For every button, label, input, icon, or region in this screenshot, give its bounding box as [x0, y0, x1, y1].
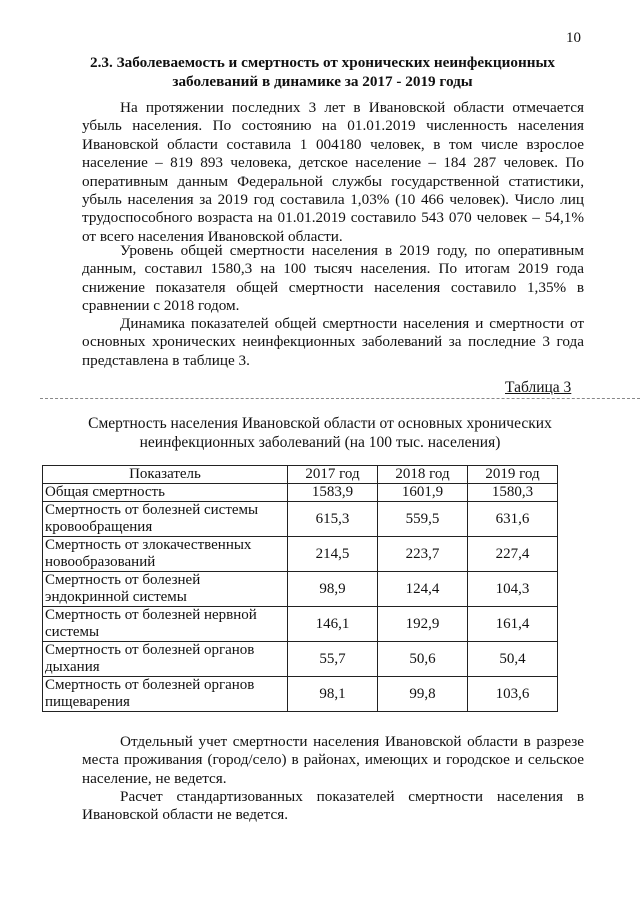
value-cell: 50,4 [468, 642, 558, 677]
indicator-cell: Смертность от болезней системы кровообращения [43, 502, 288, 537]
value-cell: 98,1 [288, 677, 378, 712]
header-2019: 2019 год [468, 466, 558, 484]
table-header-row [43, 466, 558, 484]
indicator-cell: Общая смертность [43, 484, 288, 502]
table-label: Таблица 3 [505, 379, 572, 396]
paragraph-table-reference: Динамика показателей общей смертности населения и смертности от основных хронических неинфекционных заболеваний за последние 3 года представлена в таблице 3. [82, 315, 584, 369]
divider [40, 398, 640, 399]
table-row [43, 572, 558, 607]
table-row [43, 502, 558, 537]
value-cell: 192,9 [378, 607, 468, 642]
table-row [43, 484, 558, 502]
value-cell: 227,4 [468, 537, 558, 572]
value-cell: 615,3 [288, 502, 378, 537]
table-caption: Смертность населения Ивановской области от основных хронических неинфекционных заболеваний (на 100 тыс. населения) [88, 415, 552, 451]
header-indicator: Показатель [43, 466, 288, 484]
value-cell: 99,8 [378, 677, 468, 712]
value-cell: 161,4 [468, 607, 558, 642]
table-row [43, 677, 558, 712]
mortality-table [42, 465, 558, 712]
value-cell: 1601,9 [378, 484, 468, 502]
value-cell: 146,1 [288, 607, 378, 642]
value-cell: 559,5 [378, 502, 468, 537]
value-cell: 1580,3 [468, 484, 558, 502]
paragraph-population: На протяжении последних 3 лет в Ивановской области отмечается убыль населения. По состоянию на 01.01.2019 численность населения Ивановской области составила 1 004180 человек, в том числе взрослое население – 819 893 человека, детское население – 184 287 человек. По оперативным данным Федеральной службы государственной статистики, убыль населения за 2019 год составила 1,03% (10 466 человек). Число лиц трудоспособного возраста на 01.01.2019 составило 543 070 человек – 54,1% от всего населения Ивановской области. [82, 99, 584, 245]
section-title: 2.3. Заболеваемость и смертность от хронических неинфекционных заболеваний в динамике за 2017 - 2019 годы [90, 54, 555, 90]
indicator-cell: Смертность от болезней органов пищеварения [43, 677, 288, 712]
paragraph-standardized: Расчет стандартизованных показателей смертности населения в Ивановской области не ведется. [82, 788, 584, 824]
value-cell: 124,4 [378, 572, 468, 607]
paragraph-residence: Отдельный учет смертности населения Ивановской области в разрезе места проживания (город/село) в районах, имеющих и городское и сельское население, не ведется. [82, 733, 584, 787]
table-row [43, 642, 558, 677]
indicator-cell: Смертность от злокачественных новообразований [43, 537, 288, 572]
indicator-cell: Смертность от болезней эндокринной системы [43, 572, 288, 607]
value-cell: 55,7 [288, 642, 378, 677]
value-cell: 103,6 [468, 677, 558, 712]
page-number: 10 [566, 30, 581, 46]
header-2018: 2018 год [378, 466, 468, 484]
value-cell: 631,6 [468, 502, 558, 537]
table-row [43, 607, 558, 642]
indicator-cell: Смертность от болезней органов дыхания [43, 642, 288, 677]
value-cell: 223,7 [378, 537, 468, 572]
value-cell: 98,9 [288, 572, 378, 607]
value-cell: 104,3 [468, 572, 558, 607]
value-cell: 214,5 [288, 537, 378, 572]
paragraph-mortality-level: Уровень общей смертности населения в 2019 году, по оперативным данным, составил 1580,3 на 100 тысяч населения. По итогам 2019 года снижение показателя общей смертности населения составило 1,35% в сравнении с 2018 годом. [82, 242, 584, 315]
table-row [43, 537, 558, 572]
value-cell: 1583,9 [288, 484, 378, 502]
header-2017: 2017 год [288, 466, 378, 484]
indicator-cell: Смертность от болезней нервной системы [43, 607, 288, 642]
value-cell: 50,6 [378, 642, 468, 677]
